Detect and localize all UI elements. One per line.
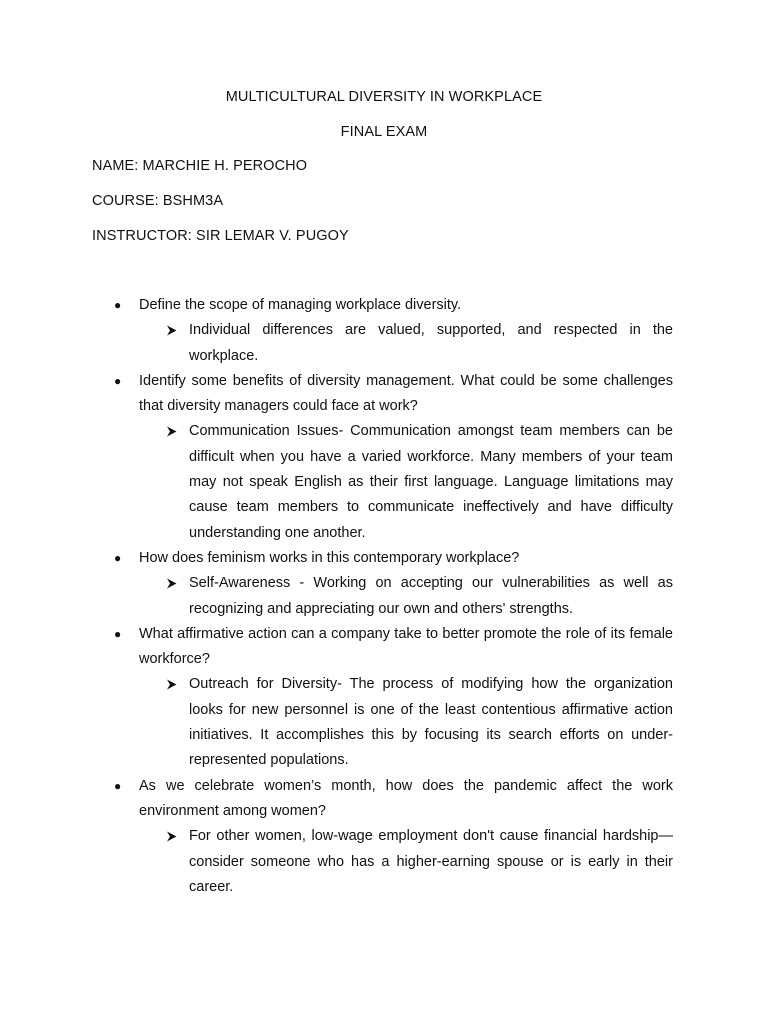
bullet-icon: ● [114, 373, 122, 388]
answer-text: Outreach for Diversity- The process of modifying how the organization looks for new personnel is one of the least contentious affirmative action initiatives. It accomplishes this by focusing its search efforts on under-represented populations. [189, 676, 673, 769]
answer-text: Communication Issues- Communication amongst team members can be difficult when you have a varied workforce. Many members of your team may not speak English as their first language. Language limitations may cause team members to communicate ineffectively and have difficulty understanding one another. [189, 423, 673, 541]
instructor: INSTRUCTOR: SIR LEMAR V. PUGOY [92, 228, 349, 244]
question-item [0, 293, 768, 318]
arrowhead-bullet-icon [166, 325, 177, 336]
question-item [0, 774, 768, 825]
answer-item [0, 318, 768, 369]
student-name: NAME: MARCHIE H. PEROCHO [92, 158, 308, 174]
arrowhead-bullet-icon [166, 426, 177, 437]
arrowhead-bullet-icon [166, 831, 177, 842]
bullet-icon: ● [114, 778, 122, 793]
bullet-icon: ● [114, 626, 122, 641]
answer-text: Individual differences are valued, supported, and respected in the workplace. [189, 322, 673, 364]
question-text: What affirmative action can a company take to better promote the role of its female workforce? [139, 625, 673, 668]
document-subtitle: FINAL EXAM [340, 124, 428, 140]
question-item [0, 546, 768, 571]
question-text: Identify some benefits of diversity management. What could be some challenges that diversity managers could face at work? [139, 372, 673, 415]
arrowhead-bullet-icon [166, 578, 177, 589]
question-list [0, 293, 768, 900]
arrowhead-bullet-icon [166, 679, 177, 690]
bullet-icon: ● [114, 550, 122, 565]
question-item [0, 622, 768, 673]
question-item [0, 369, 768, 420]
answer-text: Self-Awareness - Working on accepting our vulnerabilities as well as recognizing and appreciating our own and others' strengths. [189, 575, 673, 617]
answer-item [0, 571, 768, 622]
document-title: MULTICULTURAL DIVERSITY IN WORKPLACE [225, 89, 543, 105]
answer-item [0, 672, 768, 773]
course: COURSE: BSHM3A [92, 193, 224, 209]
answer-item [0, 824, 768, 900]
question-text: As we celebrate women’s month, how does the pandemic affect the work environment among women? [139, 777, 673, 819]
answer-item [0, 419, 768, 545]
question-text: Define the scope of managing workplace diversity. [139, 297, 462, 313]
answer-text: For other women, low-wage employment don't cause financial hardship—consider someone who has a higher-earning spouse or is early in their career. [189, 828, 673, 895]
question-text: How does feminism works in this contemporary workplace? [139, 549, 520, 566]
bullet-icon: ● [114, 298, 122, 312]
